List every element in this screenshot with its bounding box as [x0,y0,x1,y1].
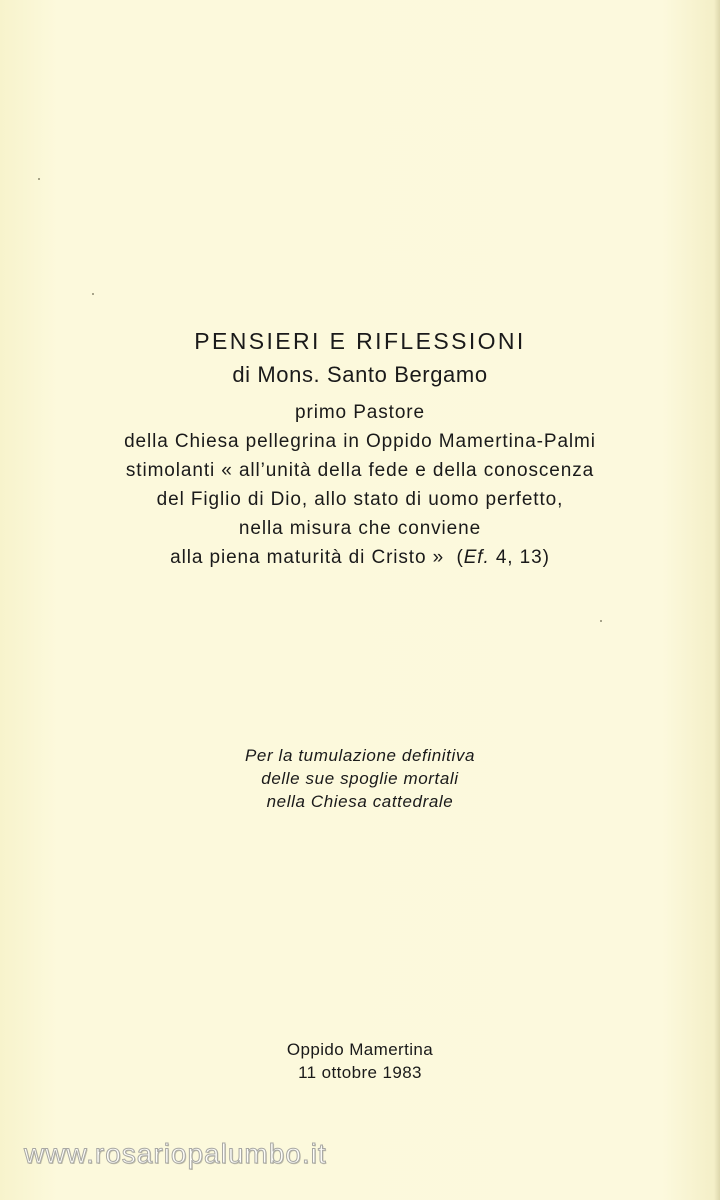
paper-speck [38,178,40,180]
description-final-text: alla piena maturità di Cristo » [170,547,445,568]
bible-reference-book: Ef. [463,547,490,568]
paper-speck [600,620,602,622]
description-line-1: primo Pastore [295,402,425,423]
paper-speck [92,293,94,295]
bible-reference-verse: 4, 13) [495,547,550,568]
description-line-6 [0,543,720,572]
dedication-line-2: delle sue spoglie mortali [261,769,459,788]
bible-reference-open: ( [456,547,464,568]
publication-date: 11 ottobre 1983 [298,1063,422,1082]
dedication [0,744,720,813]
place-and-date [0,1038,720,1084]
description-line-5: nella misura che conviene [238,518,482,539]
dedication-line-3: nella Chiesa cattedrale [266,792,454,811]
document-description [0,398,720,572]
description-line-3: stimolanti « all’unità della fede e della conoscenza [125,460,595,481]
page-edge-shadow [714,0,720,1200]
bible-reference [450,547,550,568]
watermark: www.rosariopalumbo.it [24,1138,327,1169]
document-author: di Mons. Santo Bergamo [232,362,488,387]
description-line-4: del Figlio di Dio, allo stato di uomo perfetto, [156,489,564,510]
document-title: PENSIERI E RIFLESSIONI [194,328,526,354]
dedication-line-1: Per la tumulazione definitiva [244,746,476,765]
description-line-2: della Chiesa pellegrina in Oppido Mamertina-Palmi [124,431,596,452]
publication-place: Oppido Mamertina [286,1040,434,1059]
